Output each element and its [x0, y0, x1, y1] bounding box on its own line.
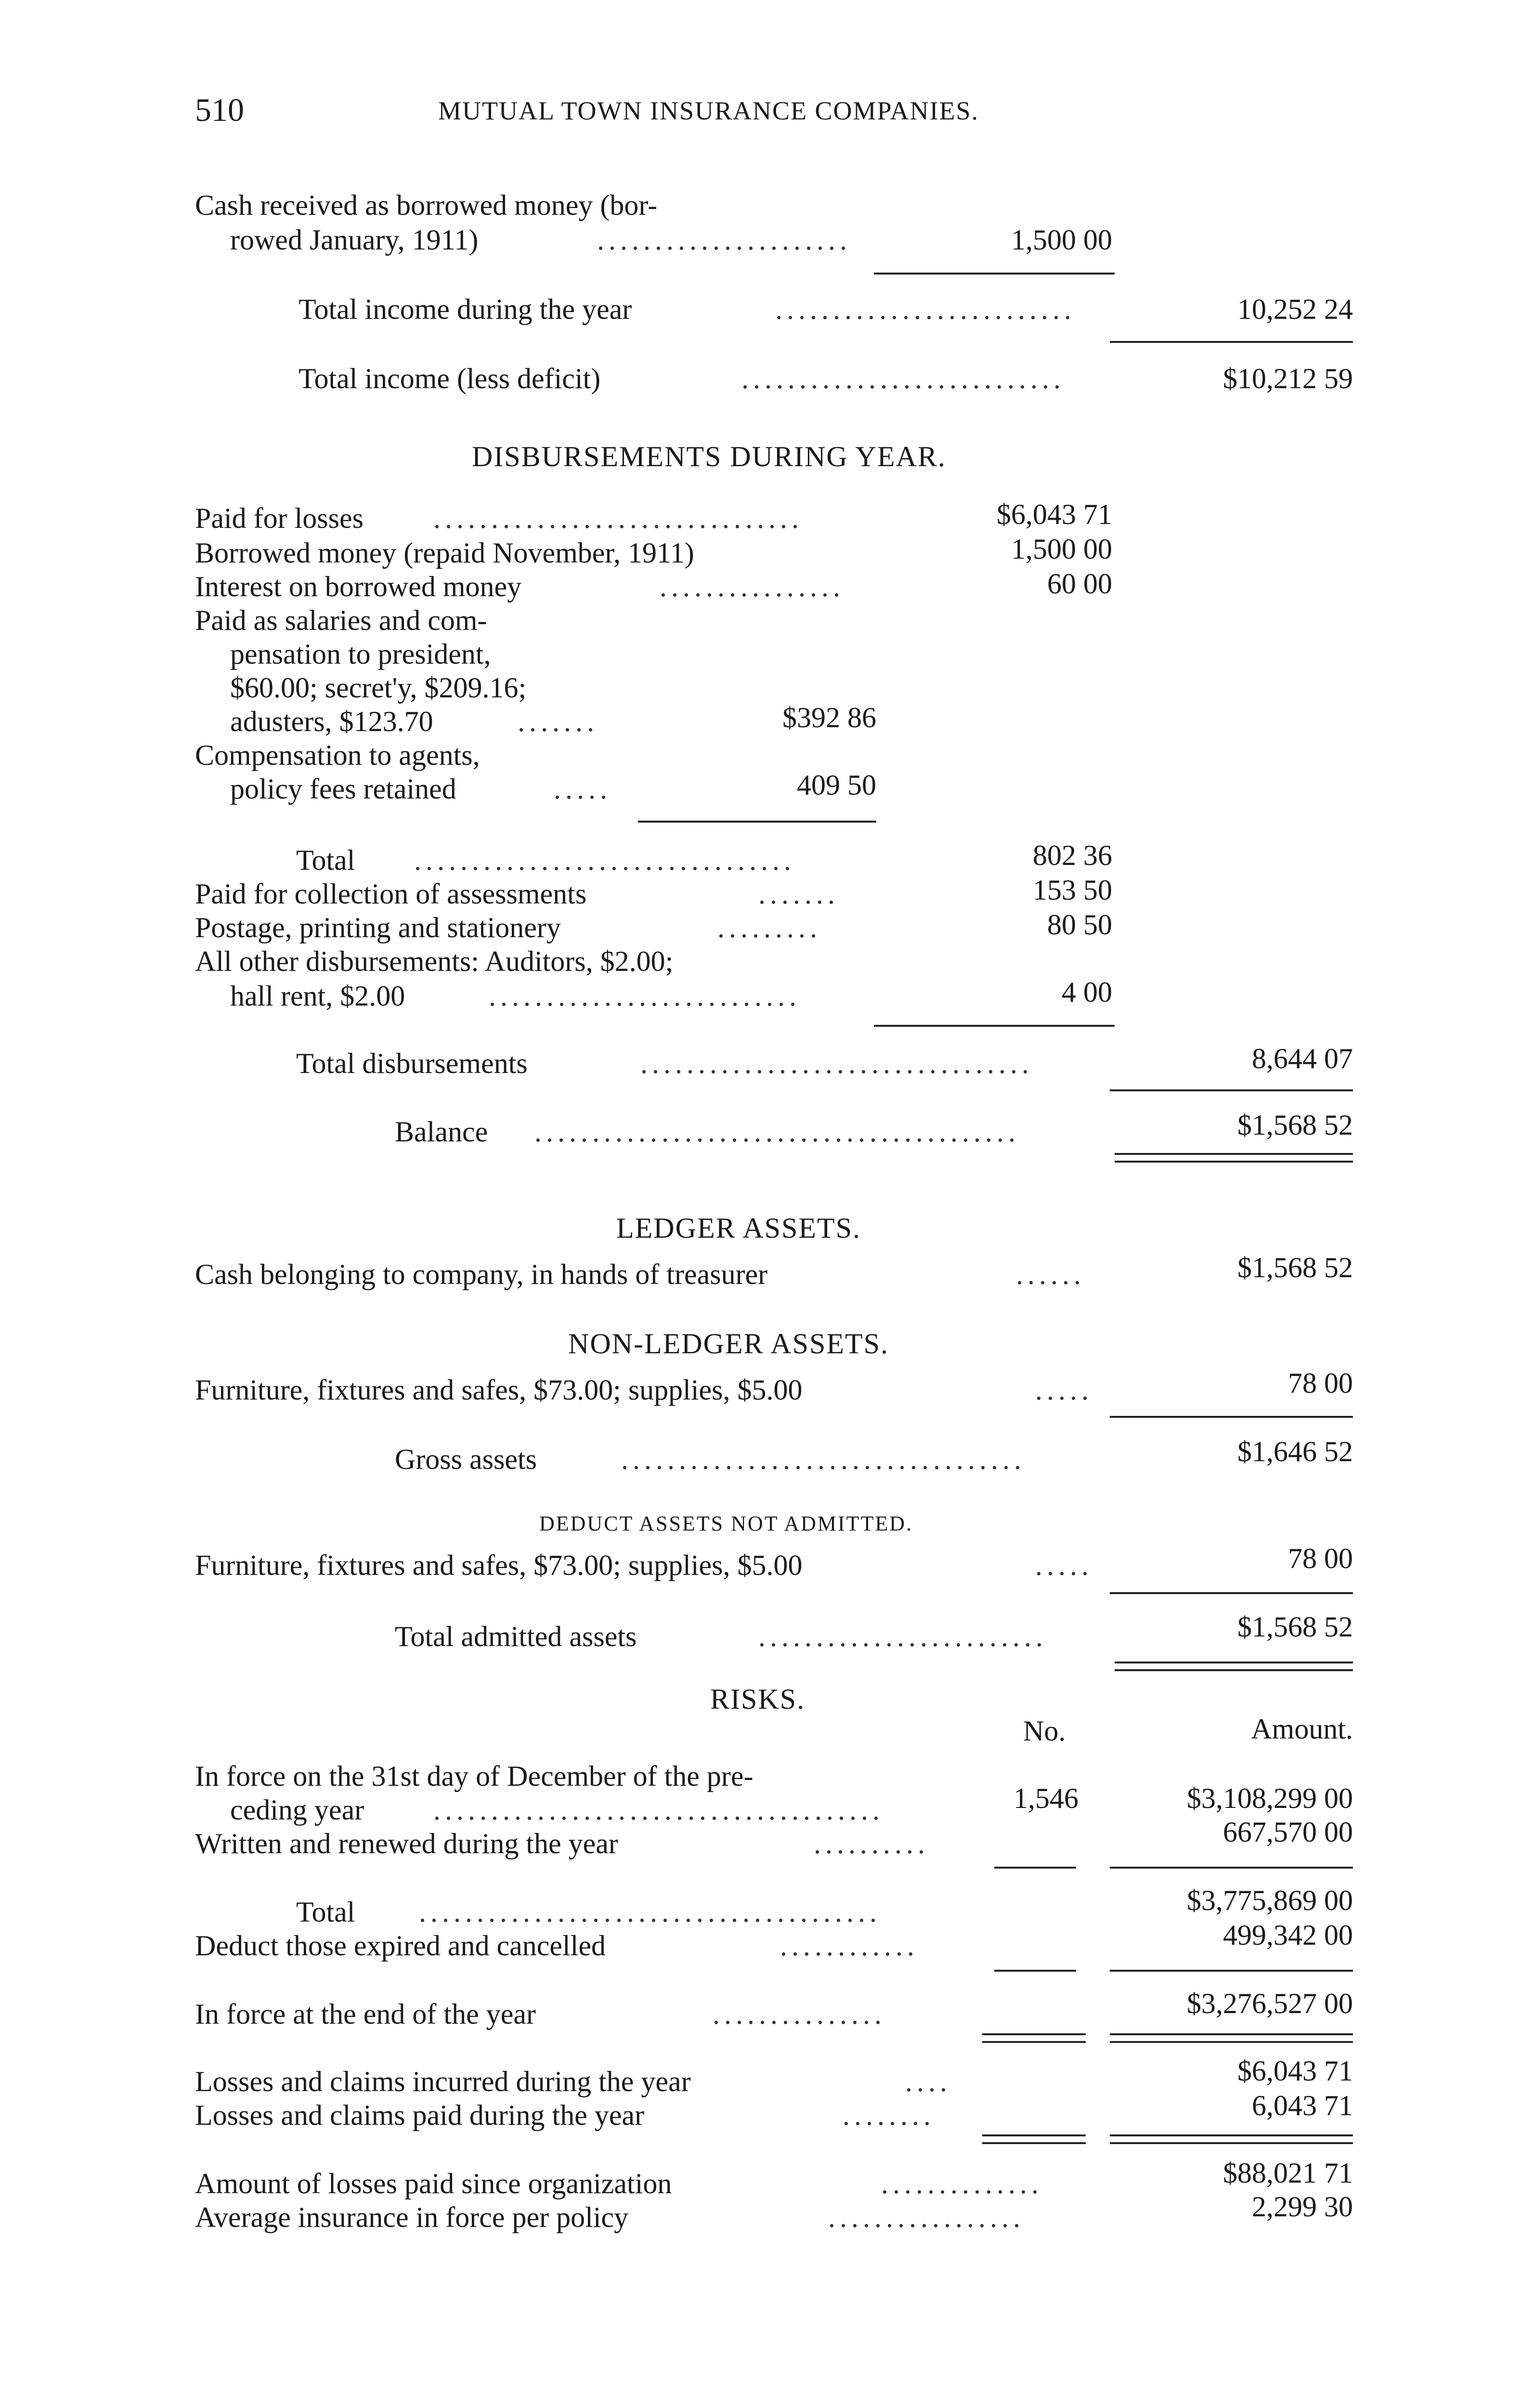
dot-leader: ............ — [780, 1930, 919, 1962]
balance-label: Balance — [395, 1116, 488, 1148]
in-force-start-label: In force on the 31st day of December of the pre- — [195, 1760, 754, 1792]
rule — [638, 821, 876, 823]
dot-leader: ..... — [554, 773, 611, 805]
dot-leader: ........ — [843, 2099, 935, 2131]
total-admitted-assets-amount: $1,568 52 — [1237, 1611, 1353, 1643]
rule — [1110, 1970, 1353, 1972]
dot-leader: .......... — [814, 1828, 929, 1859]
total-income-less-deficit-label: Total income (less deficit) — [299, 363, 601, 394]
dot-leader: .......................... — [775, 293, 1076, 325]
rule — [994, 1970, 1076, 1972]
total-income-amount: 10,252 24 — [1237, 293, 1353, 325]
dot-leader: ................................. — [414, 844, 795, 876]
losses-incurred-amount: $6,043 71 — [1237, 2055, 1353, 2087]
furniture-amount: 78 00 — [1288, 1367, 1353, 1399]
double-rule — [982, 2134, 1086, 2136]
average-insurance-amount: 2,299 30 — [1252, 2191, 1353, 2223]
written-renewed-label: Written and renewed during the year — [195, 1828, 618, 1859]
paid-for-losses-label: Paid for losses — [195, 502, 364, 534]
average-insurance-label: Average insurance in force per policy — [195, 2201, 629, 2233]
salaries-label-cont: adusters, $123.70 — [230, 706, 433, 737]
in-force-end-label: In force at the end of the year — [195, 1998, 536, 2030]
deduct-furniture-amount: 78 00 — [1288, 1543, 1353, 1574]
dot-leader: ................ — [660, 571, 844, 602]
risks-total-label: Total — [296, 1896, 355, 1928]
total-disbursements-amount: 8,644 07 — [1252, 1043, 1353, 1074]
salaries-label: Paid as salaries and com- — [195, 604, 487, 636]
postage-amount: 80 50 — [1047, 909, 1112, 941]
dot-leader: ................. — [828, 2201, 1025, 2233]
in-force-start-amount: $3,108,299 00 — [1187, 1782, 1353, 1814]
running-head: MUTUAL TOWN INSURANCE COMPANIES. — [438, 96, 979, 125]
deduct-furniture-label: Furniture, fixtures and safes, $73.00; supplies, $5.00 — [195, 1549, 803, 1581]
rule — [874, 273, 1115, 275]
disbursements-heading: DISBURSEMENTS DURING YEAR. — [472, 441, 946, 472]
risks-total-amount: $3,775,869 00 — [1187, 1885, 1353, 1916]
double-rule — [1110, 2134, 1353, 2136]
dot-leader: ........................... — [489, 980, 801, 1012]
balance-amount: $1,568 52 — [1237, 1109, 1353, 1141]
dot-leader: ..... — [1035, 1549, 1093, 1581]
double-rule — [1115, 1153, 1353, 1155]
disbursements-subtotal-amount: 802 36 — [1033, 839, 1112, 871]
deduct-assets-heading: DEDUCT ASSETS NOT ADMITTED. — [539, 1512, 913, 1535]
dot-leader: .................................. — [640, 1047, 1033, 1079]
paid-for-losses-amount: $6,043 71 — [997, 498, 1112, 530]
losses-paid-amount: 6,043 71 — [1252, 2090, 1353, 2121]
dot-leader: ............... — [713, 1998, 886, 2030]
double-rule — [1115, 1662, 1353, 1663]
losses-paid-label: Losses and claims paid during the year — [195, 2099, 645, 2131]
risks-col-no: No. — [1023, 1715, 1066, 1747]
total-admitted-assets-label: Total admitted assets — [395, 1621, 637, 1652]
dot-leader: .... — [905, 2066, 951, 2097]
collection-label: Paid for collection of assessments — [195, 878, 587, 910]
double-rule — [982, 2033, 1086, 2035]
dot-leader: ....................................... — [433, 1794, 884, 1826]
gross-assets-label: Gross assets — [395, 1443, 537, 1475]
other-disbursements-label-cont: hall rent, $2.00 — [230, 980, 405, 1012]
rule — [1110, 1416, 1353, 1418]
double-rule — [982, 2142, 1086, 2144]
dot-leader: ...... — [1016, 1258, 1085, 1290]
page-number: 510 — [195, 92, 244, 128]
dot-leader: ............................ — [741, 363, 1065, 394]
salaries-amount: $392 86 — [782, 702, 876, 733]
dot-leader: ................................... — [621, 1443, 1026, 1475]
losses-since-organization-label: Amount of losses paid since organization — [195, 2168, 672, 2199]
double-rule — [982, 2041, 1086, 2043]
borrowed-income-amount: 1,500 00 — [1011, 224, 1112, 256]
agents-amount: 409 50 — [797, 769, 876, 801]
total-disbursements-label: Total disbursements — [296, 1047, 528, 1079]
rule — [1110, 1867, 1353, 1869]
salaries-label-cont: $60.00; secret'y, $209.16; — [230, 672, 527, 704]
borrowed-income-label-cont: rowed January, 1911) — [230, 224, 479, 256]
agents-label: Compensation to agents, — [195, 739, 480, 771]
risks-col-amount: Amount. — [1251, 1713, 1353, 1745]
non-ledger-assets-heading: NON-LEDGER ASSETS. — [568, 1328, 889, 1360]
in-force-start-label-cont: ceding year — [230, 1794, 364, 1826]
dot-leader: ....... — [758, 878, 839, 910]
borrowed-income-label: Cash received as borrowed money (bor- — [195, 189, 658, 221]
collection-amount: 153 50 — [1033, 874, 1112, 906]
borrowed-repaid-label: Borrowed money (repaid November, 1911) — [195, 537, 694, 569]
in-force-end-amount: $3,276,527 00 — [1187, 1988, 1353, 2019]
dot-leader: .......................................... — [534, 1116, 1020, 1148]
losses-since-organization-amount: $88,021 71 — [1223, 2157, 1353, 2189]
written-renewed-amount: 667,570 00 — [1223, 1816, 1353, 1848]
ledger-assets-heading: LEDGER ASSETS. — [616, 1212, 861, 1244]
rule — [994, 1867, 1076, 1869]
dot-leader: ....... — [518, 706, 598, 737]
borrowed-repaid-amount: 1,500 00 — [1011, 533, 1112, 565]
double-rule — [1110, 2142, 1353, 2144]
double-rule — [1110, 2033, 1353, 2035]
dot-leader: ......................... — [758, 1621, 1047, 1652]
dot-leader: ...................... — [597, 224, 851, 256]
salaries-label-cont: pensation to president, — [230, 638, 491, 670]
furniture-label: Furniture, fixtures and safes, $73.00; supplies, $5.00 — [195, 1374, 803, 1406]
disbursements-subtotal-label: Total — [296, 844, 355, 876]
postage-label: Postage, printing and stationery — [195, 912, 561, 943]
total-income-label: Total income during the year — [299, 293, 632, 325]
losses-incurred-label: Losses and claims incurred during the year — [195, 2066, 691, 2097]
double-rule — [1115, 1161, 1353, 1163]
agents-label-cont: policy fees retained — [230, 773, 456, 805]
other-disbursements-amount: 4 00 — [1062, 976, 1112, 1008]
interest-amount: 60 00 — [1047, 568, 1112, 600]
total-income-less-deficit-amount: $10,212 59 — [1223, 363, 1353, 394]
rule — [1110, 1592, 1353, 1594]
dot-leader: ........................................ — [419, 1896, 881, 1928]
cash-treasurer-amount: $1,568 52 — [1237, 1252, 1353, 1283]
cash-treasurer-label: Cash belonging to company, in hands of treasurer — [195, 1258, 768, 1290]
risks-heading: RISKS. — [710, 1683, 805, 1715]
double-rule — [1110, 2041, 1353, 2043]
dot-leader: ................................ — [433, 502, 803, 534]
double-rule — [1115, 1669, 1353, 1671]
dot-leader: ......... — [717, 912, 821, 943]
rule — [1110, 341, 1353, 343]
expired-cancelled-amount: 499,342 00 — [1223, 1919, 1353, 1951]
dot-leader: ..... — [1035, 1374, 1093, 1406]
in-force-start-number: 1,546 — [1013, 1782, 1078, 1814]
interest-label: Interest on borrowed money — [195, 571, 522, 602]
dot-leader: .............. — [881, 2168, 1043, 2199]
other-disbursements-label: All other disbursements: Auditors, $2.00; — [195, 945, 674, 977]
rule — [874, 1025, 1115, 1027]
gross-assets-amount: $1,646 52 — [1237, 1436, 1353, 1467]
expired-cancelled-label: Deduct those expired and cancelled — [195, 1930, 606, 1962]
rule — [1110, 1089, 1353, 1091]
